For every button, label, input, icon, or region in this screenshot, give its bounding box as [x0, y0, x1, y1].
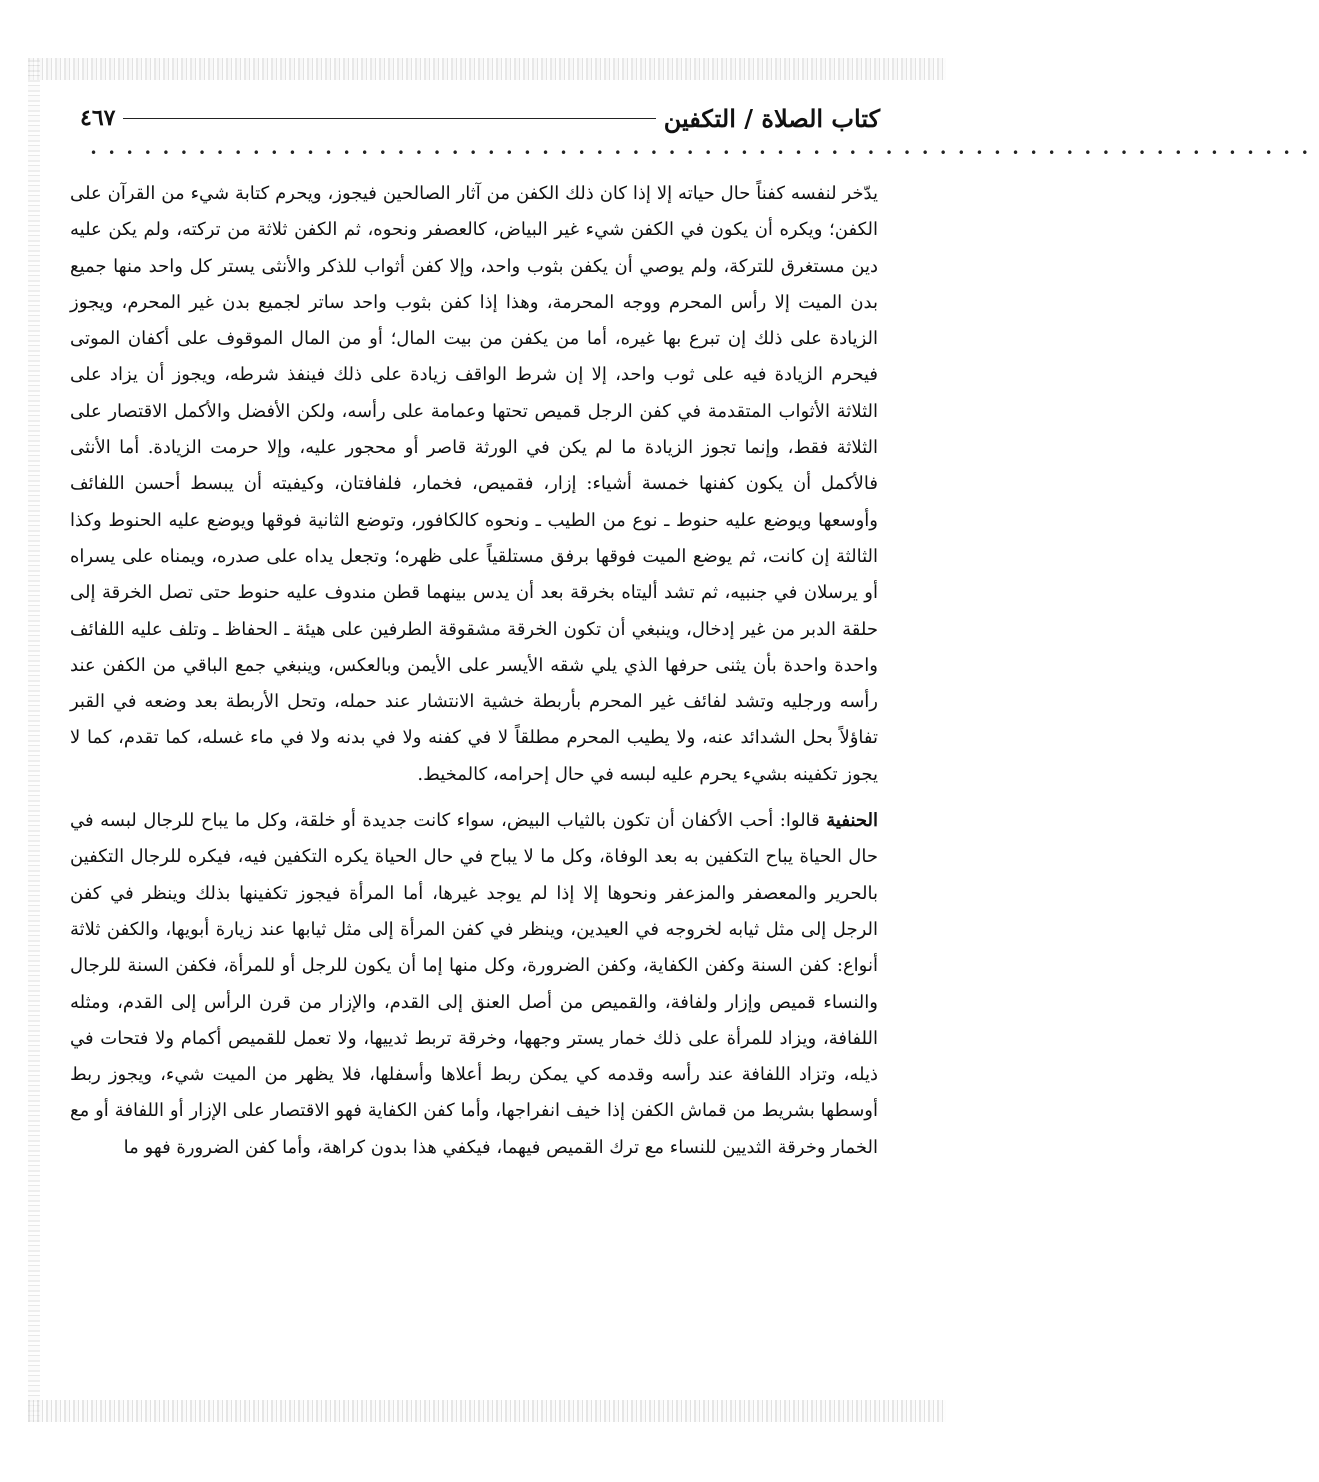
running-title: كتاب الصلاة / التكفين — [663, 103, 880, 133]
paragraph-2 — [70, 803, 878, 1166]
scan-border-top — [28, 58, 946, 80]
page-number: ٤٦٧ — [80, 105, 116, 131]
paragraph-1 — [70, 176, 878, 793]
scan-border-bottom — [28, 1400, 946, 1422]
dotted-separator: •••••••••••••••••••••••••••••••••••••••••••••••••••••••••••••••••••• — [90, 146, 1319, 160]
paragraph-lead: الحنفية — [826, 810, 879, 832]
page-header — [80, 100, 880, 136]
header-rule — [123, 118, 655, 119]
scan-border-left — [28, 60, 40, 1422]
page-body — [70, 176, 878, 1166]
paragraph-text: يدّخر لنفسه كفناً حال حياته إلا إذا كان ذلك الكفن من آثار الصالحين فيجوز، ويحرم كتابة شيء من القرآن على الكفن؛ ويكره أن يكون في الكفن شيء غير البياض، كالعصفر ونحوه، ثم الكفن ثلاثة من تركته، ولم يكن عليه دين مستغرق للتركة، ولم يوصي أن يكفن بثوب واحد، وإلا كفن أثواب للذكر والأنثى يستر كل واحد منها جميع بدن الميت إلا رأس المحرم ووجه المحرمة، وهذا إذا كفن بثوب واحد ساتر لجميع بدن غير المحرم، ويجوز الزيادة على ذلك إن تبرع بها غيره، أما من يكفن من بيت المال؛ أو من المال الموقوف على أكفان الموتى فيحرم الزيادة فيه على ثوب واحد، إلا إن شرط الواقف زيادة على ذلك فينفذ شرطه، ويجوز أن يزاد على الثلاثة الأثواب المتقدمة في كفن الرجل قميص تحتها وعمامة على رأسه، ولكن الأفضل والأكمل الاقتصار على الثلاثة فقط، وإنما تجوز الزيادة ما لم يكن في الورثة قاصر أو محجور عليه، وإلا حرمت الزيادة. أما الأنثى فالأكمل أن يكون كفنها خمسة أشياء: إزار، فقميص، فخمار، فلفافتان، وكيفيته أن يبسط أحسن اللفائف وأوسعها ويوضع عليه حنوط ـ نوع من الطيب ـ ونحوه كالكافور، وتوضع الثانية فوقها ويوضع عليه الحنوط وكذا الثالثة إن كانت، ثم يوضع الميت فوقها برفق مستلقياً على ظهره؛ وتجعل يداه على صدره، ويمناه على يسراه أو يرسلان في جنبيه، ثم تشد أليتاه بخرقة بعد أن يدس بينهما قطن مندوف عليه حنوط حتى تصل الخرقة إلى حلقة الدبر من غير إدخال، وينبغي أن تكون الخرقة مشقوقة الطرفين على هيئة ـ الحفاظ ـ وتلف عليه اللفائف واحدة واحدة بأن يثنى حرفها الذي يلي شقه الأيسر على الأيمن وبالعكس، وينبغي جمع الباقي من الكفن عند رأسه ورجليه وتشد لفائف غير المحرم بأربطة خشية الانتشار عند حمله، وتحل الأربطة بعد وضعه في القبر تفاؤلاً بحل الشدائد عنه، ولا يطيب المحرم مطلقاً لا في كفنه ولا في بدنه ولا في ماء غسله، كما تقدم، كما لا يجوز تكفينه بشيء يحرم عليه لبسه في حال إحرامه، كالمخيط. — [70, 183, 879, 785]
paragraph-text: قالوا: أحب الأكفان أن تكون بالثياب البيض، سواء كانت جديدة أو خلقة، وكل ما يباح للرجال لبسه في حال الحياة يباح التكفين به بعد الوفاة، وكل ما لا يباح في حال الحياة يكره التكفين فيه، فيكره للرجال التكفين بالحرير والمعصفر والمزعفر ونحوها إلا إذا لم يوجد غيرها، أما المرأة فيجوز تكفينها بذلك وينظر في كفن الرجل إلى مثل ثيابه لخروجه في العيدين، وينظر في كفن المرأة إلى مثل ثيابها عند زيارة أبويها، والكفن ثلاثة أنواع: كفن السنة وكفن الكفاية، وكفن الضرورة، وكل منها إما أن يكون للرجل أو للمرأة، فكفن السنة للرجال والنساء قميص وإزار ولفافة، والقميص من أصل العنق إلى القدم، والإزار من قرن الرأس إلى القدم، ومثله اللفافة، ويزاد للمرأة على ذلك خمار يستر وجهها، وخرقة تربط ثدييها، ولا تعمل للقميص أكمام ولا فتحات في ذيله، وتزاد اللفافة عند رأسه وقدمه كي يمكن ربط أعلاها وأسفلها، فلا يظهر من الميت شيء، ويجوز ربط أوسطها بشريط من قماش الكفن إذا خيف انفراجها، وأما كفن الكفاية فهو الاقتصار على الإزار أو اللفافة أو مع الخمار وخرقة الثديين للنساء مع ترك القميص فيهما، فيكفي هذا بدون كراهة، وأما كفن الضرورة فهو ما — [70, 810, 878, 1158]
